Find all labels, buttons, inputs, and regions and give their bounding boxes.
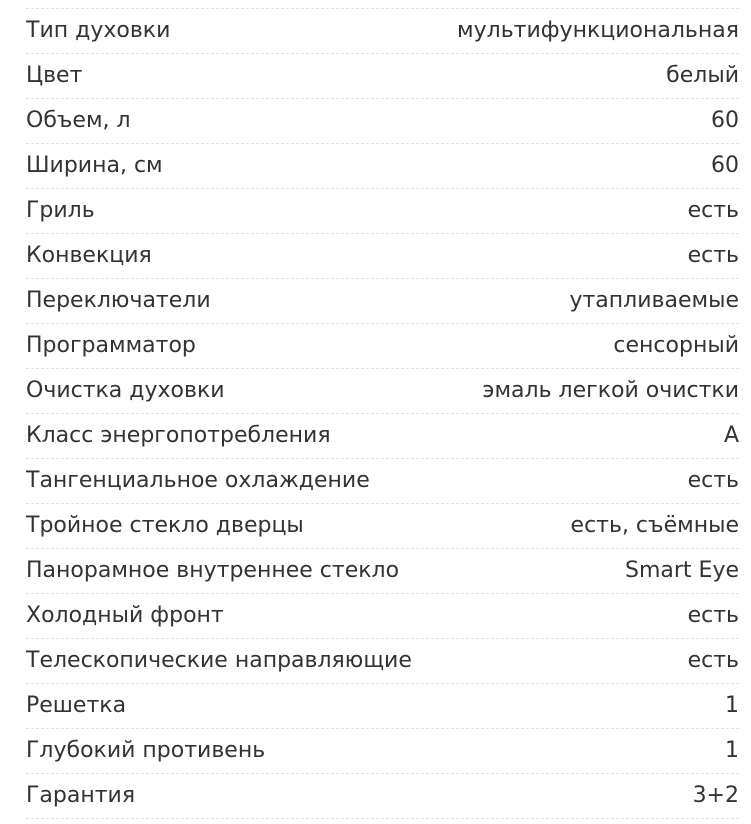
spec-label: Глубокий противень (26, 738, 266, 763)
spec-row (26, 54, 739, 99)
spec-value: 60 (711, 108, 739, 133)
spec-row (26, 234, 739, 279)
spec-label: Решетка (26, 693, 127, 718)
spec-row (26, 324, 739, 369)
spec-value: 1 (725, 693, 739, 718)
spec-value: есть (687, 243, 739, 268)
spec-value: Smart Eye (625, 558, 739, 583)
spec-row (26, 189, 739, 234)
spec-label: Цвет (26, 63, 83, 88)
spec-value: утапливаемые (569, 288, 739, 313)
spec-value: есть (687, 648, 739, 673)
spec-label: Класс энергопотребления (26, 423, 331, 448)
spec-row (26, 279, 739, 324)
spec-row (26, 684, 739, 729)
spec-label: Объем, л (26, 108, 131, 133)
spec-label: Телескопические направляющие (26, 648, 412, 673)
spec-label: Гриль (26, 198, 95, 223)
spec-value: 1 (725, 738, 739, 763)
spec-value: 3+2 (692, 783, 739, 808)
spec-value: есть, съёмные (570, 513, 739, 538)
spec-label: Очистка духовки (26, 378, 225, 403)
spec-row (26, 459, 739, 504)
spec-label: Холодный фронт (26, 603, 224, 628)
spec-value: белый (666, 63, 739, 88)
spec-row (26, 414, 739, 459)
spec-row (26, 594, 739, 639)
spec-row (26, 144, 739, 189)
spec-row (26, 369, 739, 414)
spec-row (26, 8, 739, 54)
spec-value: 60 (711, 153, 739, 178)
spec-label: Тип духовки (26, 18, 171, 43)
spec-row (26, 549, 739, 594)
spec-row (26, 99, 739, 144)
spec-label: Конвекция (26, 243, 152, 268)
spec-row (26, 774, 739, 819)
spec-value: есть (687, 468, 739, 493)
spec-value: эмаль легкой очистки (482, 378, 739, 403)
spec-row (26, 504, 739, 549)
spec-label: Тройное стекло дверцы (26, 513, 304, 538)
spec-value: есть (687, 603, 739, 628)
spec-label: Панорамное внутреннее стекло (26, 558, 400, 583)
spec-value: есть (687, 198, 739, 223)
spec-label: Гарантия (26, 783, 136, 808)
spec-value: сенсорный (613, 333, 739, 358)
spec-value: мультифункциональная (457, 18, 739, 43)
spec-label: Переключатели (26, 288, 211, 313)
spec-value: А (723, 423, 739, 448)
spec-label: Программатор (26, 333, 196, 358)
spec-label: Ширина, см (26, 153, 163, 178)
spec-row (26, 639, 739, 684)
spec-label: Тангенциальное охлаждение (26, 468, 370, 493)
specifications-table (26, 8, 739, 819)
spec-row (26, 729, 739, 774)
